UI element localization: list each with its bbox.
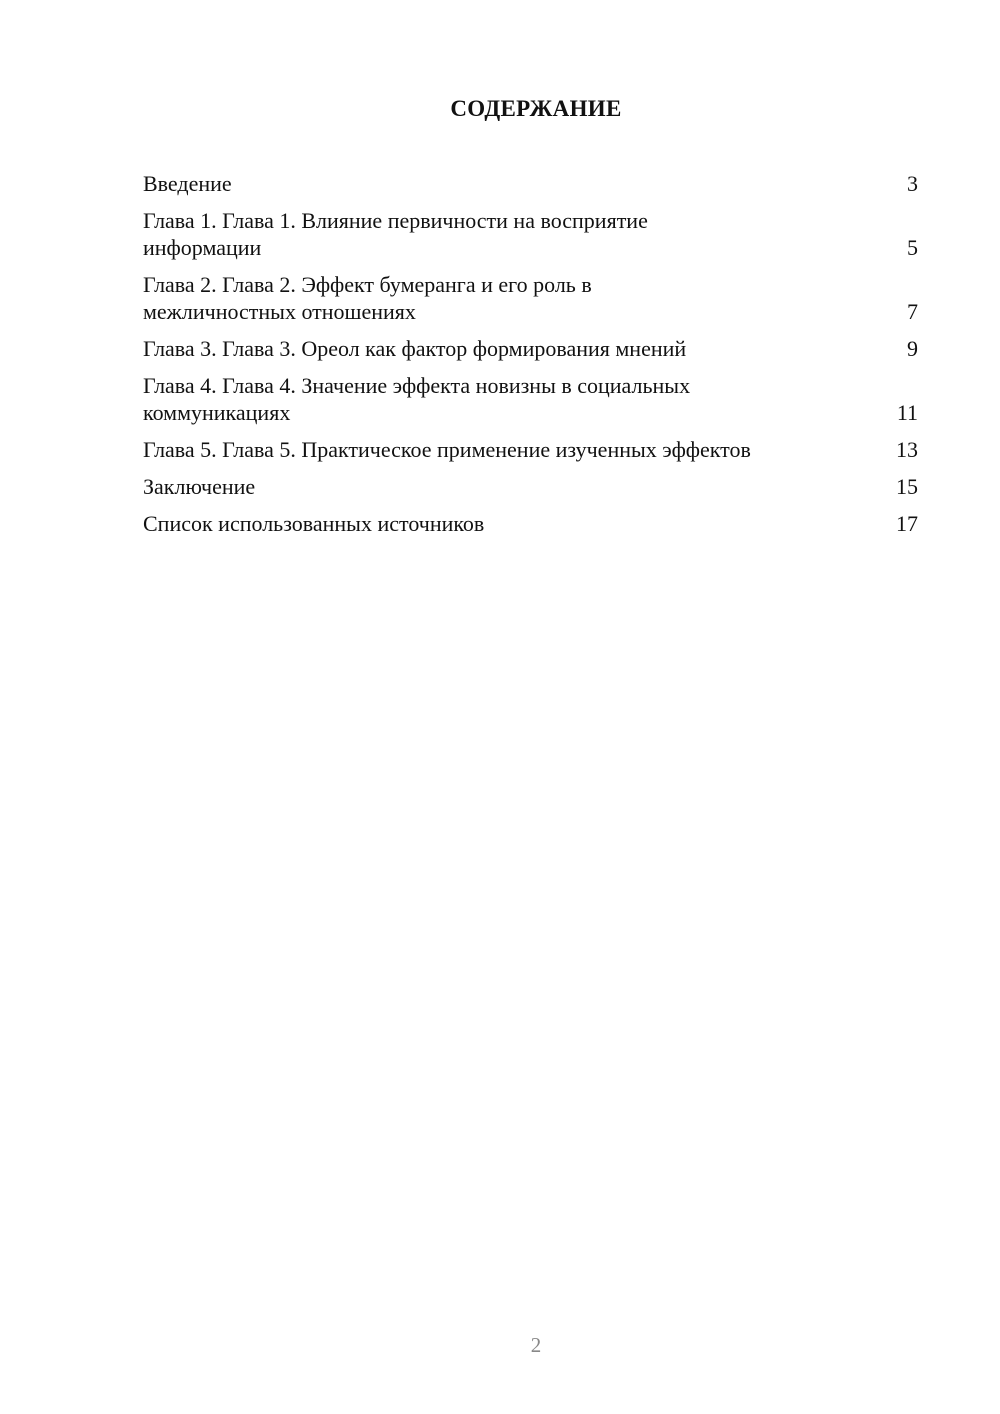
toc-entry (143, 207, 918, 261)
toc-entry-title: Глава 2. Глава 2. Эффект бумеранга и его роль в межличностных отношениях (143, 272, 592, 324)
toc-entry-title: Глава 1. Глава 1. Влияние первичности на восприятие информации (143, 208, 648, 260)
toc-entry-title: Глава 4. Глава 4. Значение эффекта новизны в социальных коммуникациях (143, 373, 691, 425)
toc-entry-page: 3 (907, 171, 918, 196)
toc-entry (143, 510, 918, 537)
toc-entry-title: Глава 3. Глава 3. Ореол как фактор формирования мнений (143, 336, 687, 361)
toc-entry-page: 11 (896, 400, 918, 425)
toc-entry-title: Введение (143, 171, 232, 196)
toc-entry-page: 5 (907, 235, 918, 260)
toc-entry (143, 473, 918, 500)
toc-entry-page: 7 (907, 299, 918, 324)
toc-entry-page: 15 (896, 474, 918, 499)
toc-entry-page: 13 (896, 437, 918, 462)
toc-entry-page: 17 (896, 511, 918, 536)
toc-entry (143, 436, 918, 463)
toc-entry-title: Заключение (143, 474, 256, 499)
toc-entry-title: Список использованных источников (143, 511, 485, 536)
toc-entry (143, 271, 918, 325)
page-number: 2 (530, 1333, 542, 1357)
toc-entry-page: 9 (907, 336, 918, 361)
toc-entry (143, 335, 918, 362)
table-of-contents (143, 170, 918, 547)
toc-entry (143, 170, 918, 197)
page-title: СОДЕРЖАНИЕ (450, 96, 622, 121)
toc-entry (143, 372, 918, 426)
toc-entry-title: Глава 5. Глава 5. Практическое применение изученных эффектов (143, 437, 751, 462)
